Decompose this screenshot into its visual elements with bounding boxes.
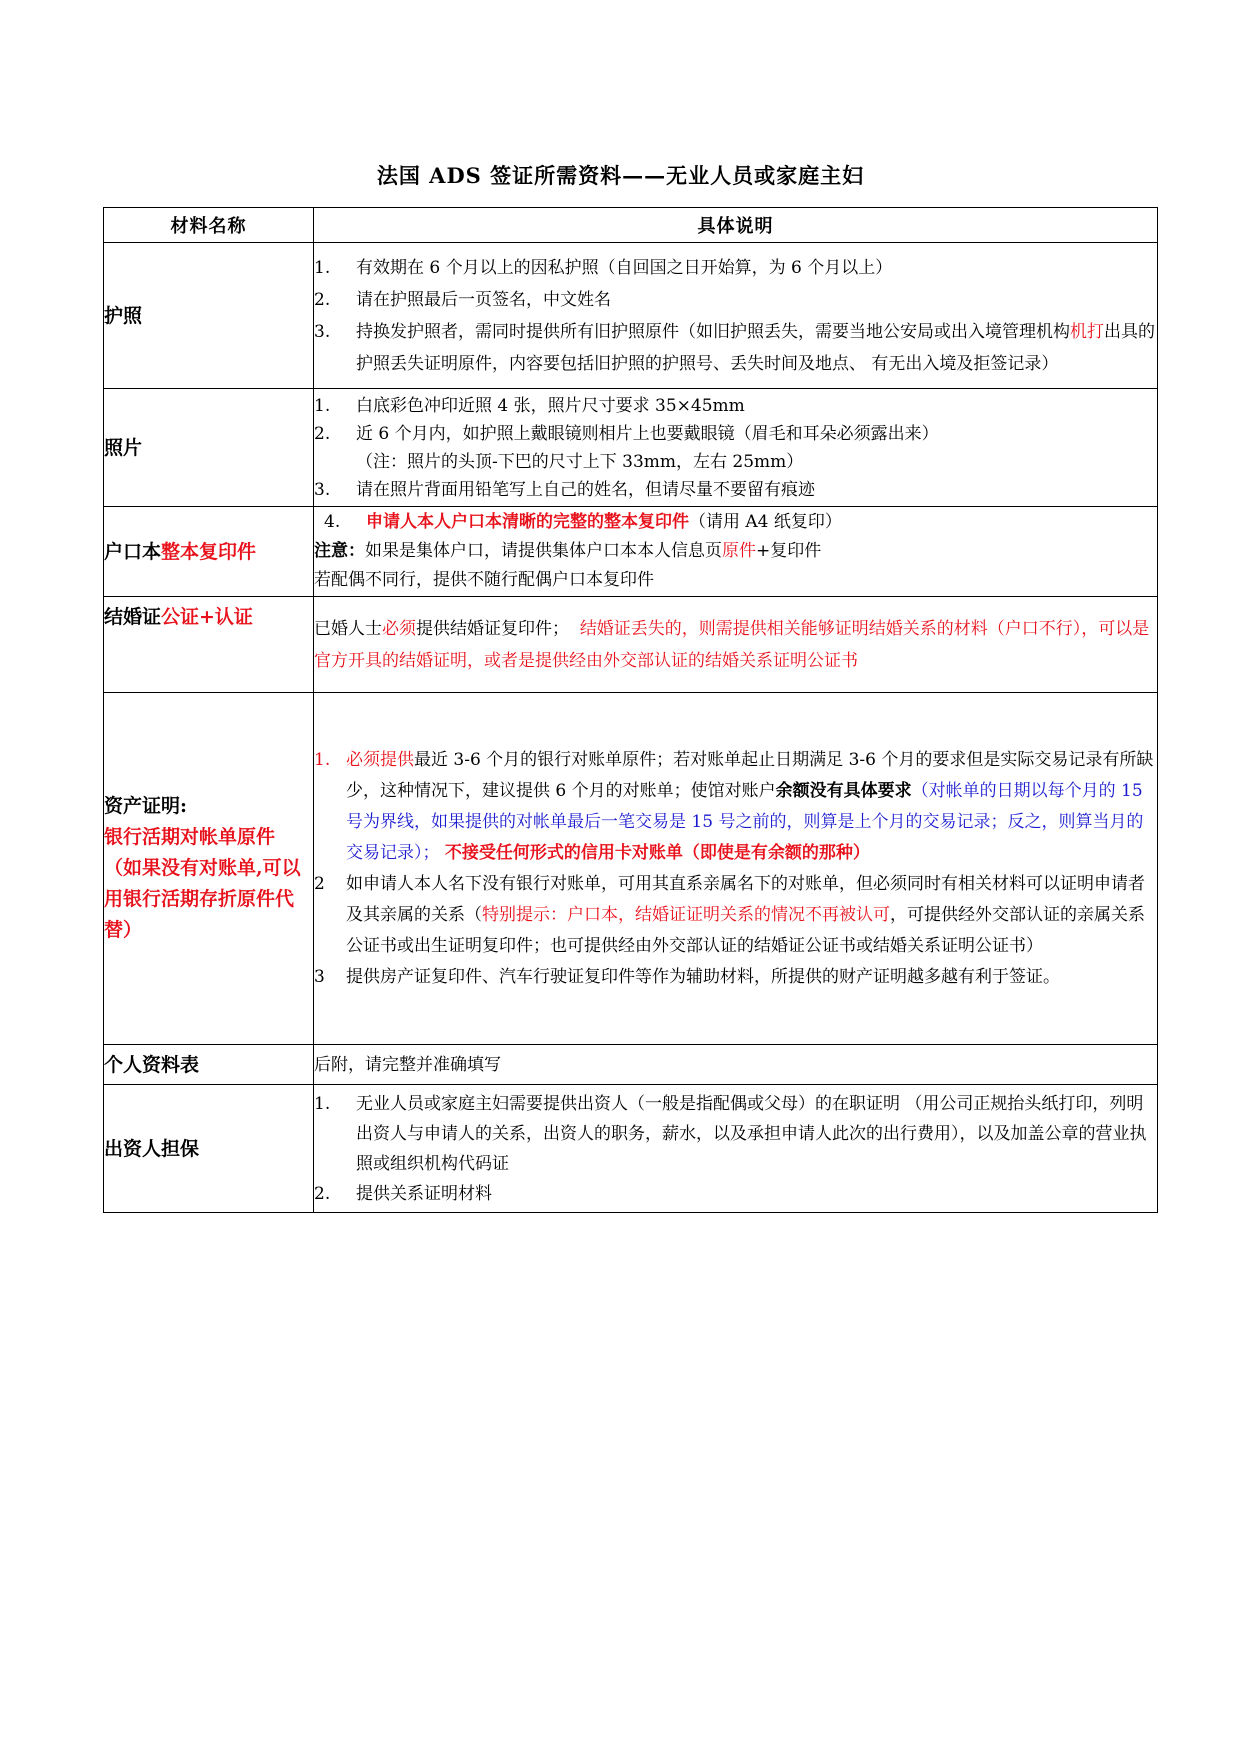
table-row bbox=[104, 243, 1158, 389]
row-name-passport: 护照 bbox=[104, 243, 314, 389]
row-name-personal: 个人资料表 bbox=[104, 1045, 314, 1085]
table-row bbox=[104, 389, 1158, 507]
list-item: 1. 无业人员或家庭主妇需要提供出资人（一般是指配偶或父母）的在职证明 （用公司正规抬头纸打印，列明出资人与申请人的关系，出资人的职务，薪水，以及承担申请人此次的出行费用），以及加盖公章的营业执照或组织机构代码证 bbox=[314, 1093, 1147, 1174]
row-desc-hukou bbox=[314, 507, 1158, 597]
list-item: 1. 必须提供最近 3-6 个月的银行对账单原件；若对账单起止日期满足 3-6 个月的要求但是实际交易记录有所缺少，这种情况下，建议提供 6 个月的对账单；使馆对账户余额没有具体要求（对帐单的日期以每个月的 15 号为界线，如果提供的对帐单最后一笔交易是 15 号之前的，则算是上个月的交易记录；反之，则算当月的交易记录）； 不接受任何形式的信用卡对账单（即使是有余额的那种） bbox=[314, 749, 1154, 863]
row-desc-marriage: 已婚人士必须提供结婚证复印件； 结婚证丢失的，则需提供相关能够证明结婚关系的材料（户口不行），可以是官方开具的结婚证明，或者是提供经由外交部认证的结婚关系证明公证书 bbox=[314, 597, 1158, 693]
table-row bbox=[104, 597, 1158, 693]
row-name-marriage: 结婚证公证+认证 bbox=[104, 597, 314, 693]
list-item: 3 提供房产证复印件、汽车行驶证复印件等作为辅助材料，所提供的财产证明越多越有利于签证。 bbox=[314, 966, 1060, 987]
row-name-photo: 照片 bbox=[104, 389, 314, 507]
row-desc-sponsor bbox=[314, 1085, 1158, 1213]
row-desc-assets bbox=[314, 693, 1158, 1045]
list-item: 2. 提供关系证明材料 bbox=[314, 1183, 492, 1204]
list-item: 4. 申请人本人户口本清晰的完整的整本复印件（请用 A4 纸复印） bbox=[324, 512, 842, 532]
page-title: 法国 ADS 签证所需资料——无业人员或家庭主妇 bbox=[376, 163, 865, 188]
table-row bbox=[104, 1085, 1158, 1213]
highlight-text: 机打 bbox=[1070, 321, 1104, 342]
list-item: 2. 请在护照最后一页签名，中文姓名 bbox=[314, 289, 611, 310]
list-item: 1. 白底彩色冲印近照 4 张，照片尺寸要求 35×45mm bbox=[314, 395, 745, 416]
row-desc-photo bbox=[314, 389, 1158, 507]
row-desc-personal: 后附，请完整并准确填写 bbox=[314, 1045, 1158, 1085]
table-row bbox=[104, 693, 1158, 1045]
hukou-note: 注意：如果是集体户口，请提供集体户口本本人信息页原件+复印件 bbox=[314, 541, 822, 561]
photo-note: （注：照片的头顶-下巴的尺寸上下 33mm，左右 25mm） bbox=[356, 451, 804, 472]
table-header-row bbox=[104, 208, 1158, 243]
row-name-sponsor: 出资人担保 bbox=[104, 1085, 314, 1213]
row-name-assets: 资产证明: 银行活期对帐单原件 （如果没有对账单,可以用银行活期存折原件代替） bbox=[104, 693, 314, 1045]
list-item: 2 如申请人本人名下没有银行对账单，可用其直系亲属名下的对账单，但必须同时有相关材料可以证明申请者及其亲属的关系（特别提示：户口本，结婚证证明关系的情况不再被认可，可提供经外交部认证的亲属关系公证书或出生证明复印件；也可提供经由外交部认证的结婚证公证书或结婚关系证明公证书） bbox=[314, 873, 1145, 956]
row-desc-passport bbox=[314, 243, 1158, 389]
list-item: 3. 持换发护照者，需同时提供所有旧护照原件（如旧护照丢失，需要当地公安局或出入境管理机构机打出具的护照丢失证明原件，内容要包括旧护照的护照号、丢失时间及地点、 有无出入境及拒签记录） bbox=[314, 321, 1155, 374]
header-name: 材料名称 bbox=[104, 208, 314, 243]
requirements-table bbox=[103, 207, 1158, 1213]
hukou-spouse-note: 若配偶不同行，提供不随行配偶户口本复印件 bbox=[314, 570, 654, 590]
table-row bbox=[104, 1045, 1158, 1085]
list-item: 3. 请在照片背面用铅笔写上自己的姓名，但请尽量不要留有痕迹 bbox=[314, 479, 815, 500]
list-item: 1. 有效期在 6 个月以上的因私护照（自回国之日开始算，为 6 个月以上） bbox=[314, 257, 893, 278]
header-desc: 具体说明 bbox=[314, 208, 1158, 243]
list-item: 2. 近 6 个月内，如护照上戴眼镜则相片上也要戴眼镜（眉毛和耳朵必须露出来） bbox=[314, 423, 939, 444]
table-row bbox=[104, 507, 1158, 597]
row-name-hukou: 户口本整本复印件 bbox=[104, 507, 314, 597]
